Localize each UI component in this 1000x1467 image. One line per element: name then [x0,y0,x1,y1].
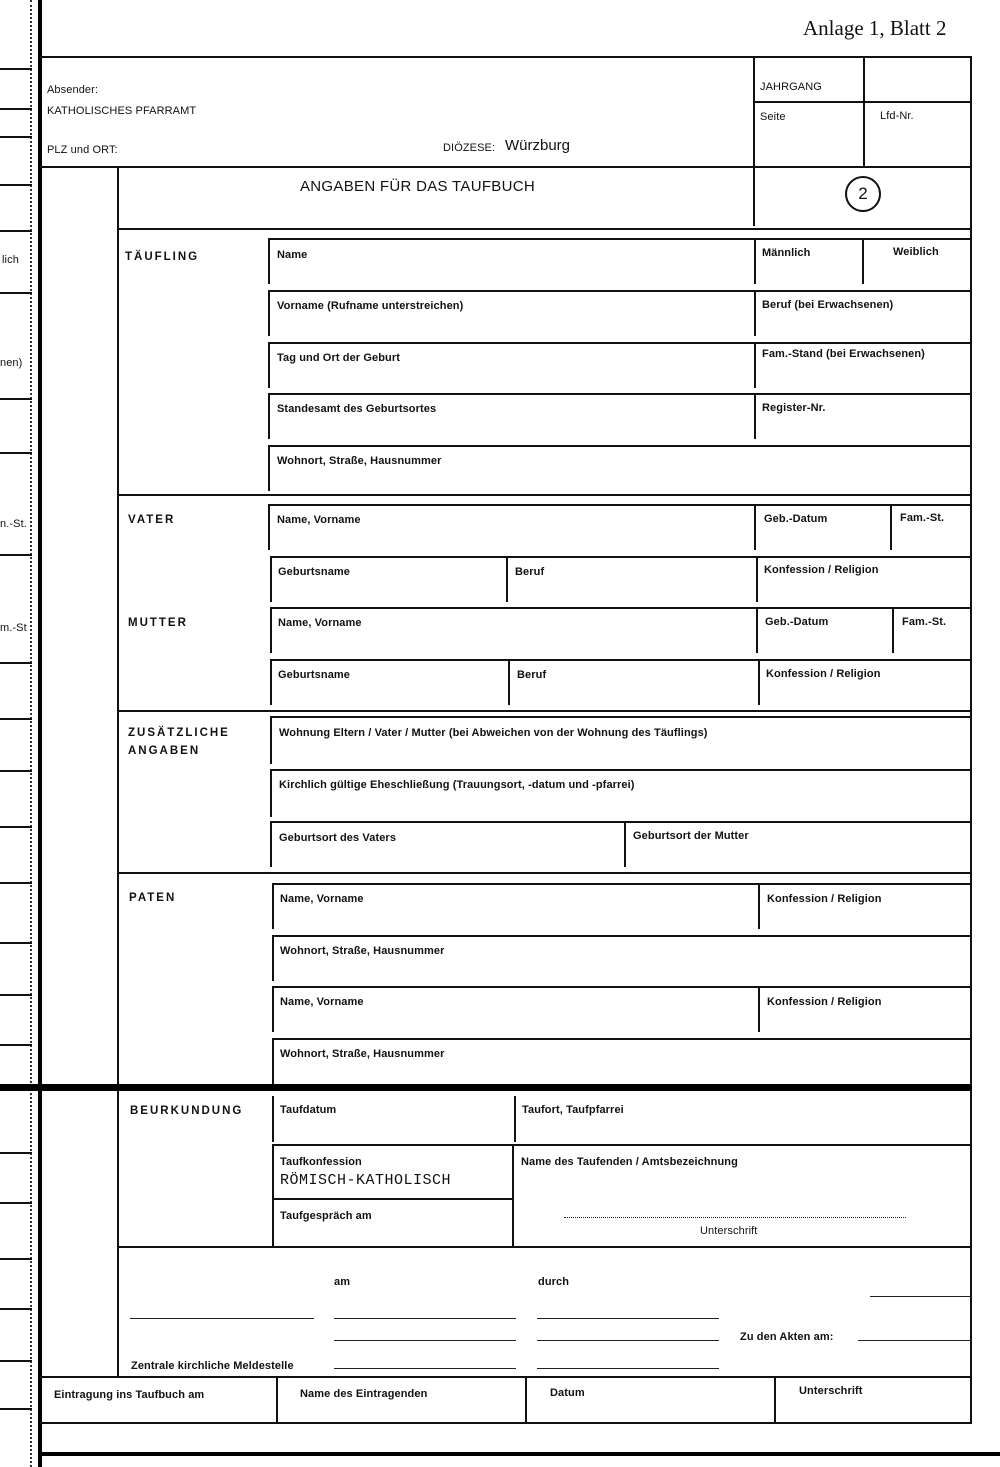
margin-tick [0,1152,32,1154]
taufdatum-label: Taufdatum [280,1104,337,1116]
jahrgang-row-line [753,101,971,103]
meldung-line-am-1[interactable] [334,1318,516,1319]
page-bottom-edge [40,1452,1000,1456]
taufort-label: Taufort, Taufpfarrei [522,1104,624,1116]
margin-tick [0,1408,32,1410]
section-mutter: MUTTER [128,617,188,629]
maennlich-label: Männlich [762,247,811,259]
vorname-field[interactable] [268,290,756,336]
maennlich-field[interactable] [754,238,864,284]
plz-ort-label: PLZ und ORT: [47,144,118,156]
eltern-bottom-line [117,710,972,712]
mutter-beruf-label: Beruf [517,669,547,681]
beurkundung-separator [0,1084,972,1091]
margin-tick [0,452,32,454]
margin-fragment: lich [2,254,19,266]
pate2-wohnort-field[interactable] [272,1038,972,1084]
vater-geburtsname-field[interactable] [270,556,508,602]
standesamt-label: Standesamt des Geburtsortes [277,403,437,415]
signature-line [564,1217,906,1218]
meldung-line-durch-3[interactable] [537,1368,719,1369]
mutter-name-field[interactable] [270,607,758,653]
vorname-label: Vorname (Rufname unterstreichen) [277,300,464,312]
margin-tick [0,68,32,70]
pate1-wohnort-field[interactable] [272,935,972,981]
durch-label: durch [538,1276,570,1288]
margin-tick [0,108,32,110]
inner-left-column [117,166,119,1376]
margin-fragment: m.-St [0,622,27,634]
mutter-gebdatum-field[interactable] [756,607,894,653]
section-vater: VATER [128,514,176,526]
margin-tick [0,554,32,556]
jahrgang-divider [753,56,755,226]
frame-top [40,56,972,58]
meldung-line-left[interactable] [130,1318,314,1319]
margin-tick [0,292,32,294]
binding-edge [38,0,42,1467]
frame-bottom [40,1422,972,1424]
pate2-konfession-label: Konfession / Religion [767,996,882,1008]
eintragung-unterschrift-label: Unterschrift [799,1385,863,1397]
meldung-line-am-2[interactable] [334,1340,516,1341]
beruf-erw-field[interactable] [754,290,972,336]
margin-tick [0,994,32,996]
vater-name-field[interactable] [268,504,756,550]
pate2-wohnort-label: Wohnort, Straße, Hausnummer [280,1048,445,1060]
beurkundung-bottom-line [119,1246,972,1248]
vater-konfession-label: Konfession / Religion [764,564,879,576]
seite-label: Seite [760,111,786,123]
geburtsort-vater-field[interactable] [270,821,626,867]
section-beurkundung: BEURKUNDUNG [130,1105,244,1117]
dioezese-label: DIÖZESE: [443,142,496,154]
eintragung-datum-field[interactable] [527,1378,775,1422]
geburt-field[interactable] [268,342,756,388]
vater-konfession-field[interactable] [756,556,972,602]
margin-tick [0,826,32,828]
vater-beruf-label: Beruf [515,566,545,578]
zusaetzlich-bottom-line [117,872,972,874]
title-top-line [40,166,972,168]
unterschrift-label: Unterschrift [700,1225,758,1237]
section-zusaetzlich-line1: ZUSÄTZLICHE [128,727,230,739]
geburtsort-mutter-field[interactable] [624,821,972,867]
vater-beruf-field[interactable] [506,556,756,602]
mutter-geburtsname-field[interactable] [270,659,510,705]
jahrgang-label: JAHRGANG [760,81,822,93]
form-title: ANGABEN FÜR DAS TAUFBUCH [300,178,536,195]
pate1-konfession-label: Konfession / Religion [767,893,882,905]
margin-tick [0,1258,32,1260]
eheschliessung-field[interactable] [270,769,972,817]
beruf-erw-label: Beruf (bei Erwachsenen) [762,299,894,311]
margin-fragment: n.-St. [0,518,27,530]
wohnort-field[interactable] [268,445,972,491]
wohnung-eltern-label: Wohnung Eltern / Vater / Mutter (bei Abweichen von der Wohnung des Täuflings) [279,727,708,739]
register-field[interactable] [754,393,972,439]
am-label: am [334,1276,351,1288]
section-paten: PATEN [129,892,177,904]
taeufling-name-label: Name [277,249,308,261]
taufender-label: Name des Taufenden / Amtsbezeichnung [521,1156,738,1168]
weiblich-field[interactable] [862,238,972,284]
weiblich-label: Weiblich [893,246,939,258]
wohnort-label: Wohnort, Straße, Hausnummer [277,455,442,467]
taufdatum-field[interactable] [272,1096,516,1142]
meldung-line-am-3[interactable] [334,1368,516,1369]
jahrgang-inner-divider [863,56,865,166]
margin-tick [0,136,32,138]
geburtsort-mutter-label: Geburtsort der Mutter [633,830,749,842]
pate1-name-label: Name, Vorname [280,893,364,905]
zu-den-akten-label: Zu den Akten am: [740,1331,834,1343]
geburt-label: Tag und Ort der Geburt [277,352,400,364]
taufkonfession-label: Taufkonfession [280,1156,362,1168]
margin-tick [0,770,32,772]
margin-tick [0,230,32,232]
mutter-name-label: Name, Vorname [278,617,362,629]
pate2-konfession-field[interactable] [758,986,972,1032]
pate2-name-label: Name, Vorname [280,996,364,1008]
wohnung-eltern-field[interactable] [270,716,972,764]
title-bottom-line [117,228,972,230]
margin-tick [0,1044,32,1046]
pate1-name-field[interactable] [272,883,760,929]
eintragung-datum-label: Datum [550,1387,585,1399]
margin-tick [0,718,32,720]
taeufling-bottom-line [117,494,972,496]
zu-den-akten-line[interactable] [858,1340,972,1341]
vater-famst-field[interactable] [890,504,972,550]
mutter-konfession-label: Konfession / Religion [766,668,881,680]
mutter-geburtsname-label: Geburtsname [278,669,351,681]
taufkonfession-value: RÖMISCH-KATHOLISCH [280,1172,452,1189]
zentrale-meldestelle-label: Zentrale kirchliche Meldestelle [131,1360,294,1372]
meldung-line-durch-1[interactable] [537,1318,719,1319]
mutter-gebdatum-label: Geb.-Datum [765,616,829,628]
vater-geburtsname-label: Geburtsname [278,566,351,578]
pate2-name-field[interactable] [272,986,760,1032]
mutter-beruf-field[interactable] [508,659,758,705]
section-zusaetzlich-line2: ANGABEN [128,745,201,757]
margin-tick [0,1360,32,1362]
pate1-wohnort-label: Wohnort, Straße, Hausnummer [280,945,445,957]
absender-label: Absender: [47,84,99,96]
mutter-famst-label: Fam.-St. [902,616,947,628]
taufgespraech-field[interactable] [272,1200,514,1246]
eheschliessung-label: Kirchlich gültige Eheschließung (Trauungsort, -datum und -pfarrei) [279,779,635,791]
margin-tick [0,1308,32,1310]
register-label: Register-Nr. [762,402,826,414]
margin-tick [0,662,32,664]
vater-gebdatum-field[interactable] [754,504,892,550]
taufort-field[interactable] [514,1096,972,1142]
standesamt-field[interactable] [268,393,756,439]
mutter-famst-field[interactable] [892,607,972,653]
margin-fragment: nen) [0,357,23,369]
meldung-line-durch-2[interactable] [537,1340,719,1341]
margin-tick [0,942,32,944]
eintragender-name-field[interactable] [278,1378,526,1422]
vater-name-label: Name, Vorname [277,514,361,526]
dioezese-value[interactable]: Würzburg [505,137,571,154]
taeufling-name-field[interactable] [268,238,756,284]
eintragender-name-label: Name des Eintragenden [300,1388,428,1400]
annex-label: Anlage 1, Blatt 2 [803,16,947,40]
lfd-nr-label: Lfd-Nr. [880,110,914,122]
vater-famst-label: Fam.-St. [900,512,945,524]
pate1-konfession-field[interactable] [758,883,972,929]
taufgespraech-label: Taufgespräch am [280,1210,372,1222]
margin-tick [0,882,32,884]
mutter-konfession-field[interactable] [758,659,972,705]
pfarramt-label: KATHOLISCHES PFARRAMT [47,105,197,117]
margin-tick [0,1202,32,1204]
meldung-line-right[interactable] [870,1296,972,1297]
margin-tick [0,398,32,400]
margin-tick [0,184,32,186]
famstand-label: Fam.-Stand (bei Erwachsenen) [762,348,925,360]
geburtsort-vater-label: Geburtsort des Vaters [279,832,397,844]
vater-gebdatum-label: Geb.-Datum [764,513,828,525]
page-number-badge: 2 [845,176,881,212]
section-taeufling: TÄUFLING [125,251,200,263]
eintragung-label: Eintragung ins Taufbuch am [54,1389,205,1401]
binding-dots [30,0,32,1467]
